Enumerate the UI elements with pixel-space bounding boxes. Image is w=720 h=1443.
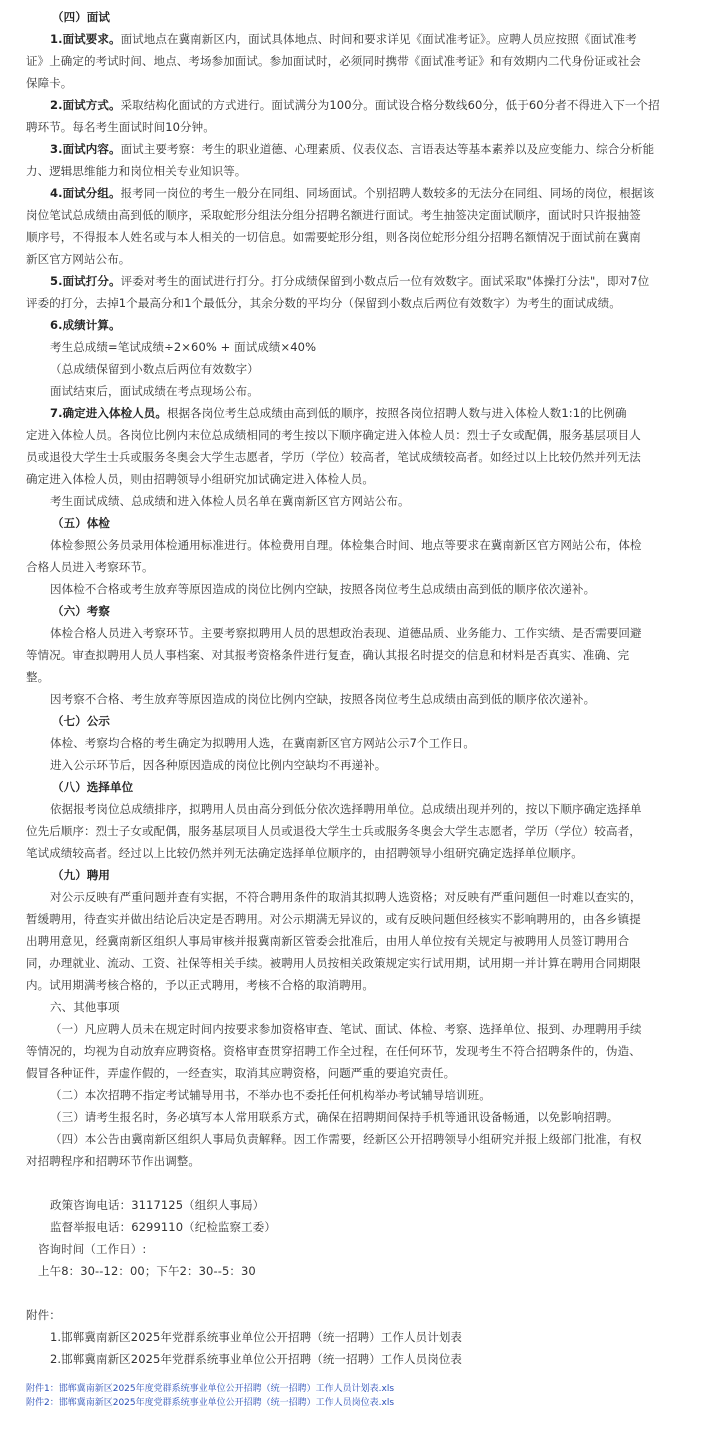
attachments-label: 附件： [26,1308,61,1322]
paragraph-publicity: 体检、考察均合格的考生确定为拟聘用人选，在冀南新区官方网站公示7个工作日。 进入公示环节后，因各种原因造成的岗位比例内空缺均不再递补。 [50,736,476,772]
label-physical-entry: 7.确定进入体检人员。 [50,406,167,420]
paragraph-interview-scoring: 5.面试打分。评委对考生的面试进行打分。打分成绩保留到小数点后一位有效数字。面试采取"体操打分法"，即对7位 评委的打分，去掉1个最高分和1个最低分，其余分数的平均分（保留到小数点后两位有效数字）为考生的面试成绩。 [26,274,650,310]
paragraph-score-calculation: 6.成绩计算。 考生总成绩=笔试成绩÷2×60% + 面试成绩×40% （总成绩保留到小数点后两位有效数字） 面试结束后，面试成绩在考点现场公布。 [26,314,690,402]
consult-hours-label: 咨询时间（工作日）: [38,1242,147,1256]
section-heading-hiring: （九）聘用 [52,868,110,882]
label-interview-scoring: 5.面试打分。 [50,274,121,288]
section-heading-inspection: （六）考察 [52,604,110,618]
attachment-links [26,1382,690,1410]
attachments-list [26,1304,690,1370]
paragraph-physical: 体检参照公务员录用体检通用标准进行。体检费用自理。体检集合时间、地点等要求在冀南新区官方网站公布，体检 合格人员进入考察环节。 因体检不合格或考生放弃等原因造成的岗位比例内空缺，按照各岗位考生总成绩由高到低的顺序依次递补。 [26,538,642,596]
report-hotline: 监督举报电话：6299110（纪检监察工委） [50,1220,276,1234]
paragraph-interview-method: 2.面试方式。采取结构化面试的方式进行。面试满分为100分。面试设合格分数线60分，低于60分者不得进入下一个招 聘环节。每名考生面试时间10分钟。 [26,98,660,134]
paragraph-other-3: （三）请考生报名时，务必填写本人常用联系方式，确保在招聘期间保持手机等通讯设备畅通，以免影响招聘。 [50,1110,619,1124]
label-interview-content: 3.面试内容。 [50,142,121,156]
paragraph-physical-entry: 7.确定进入体检人员。根据各岗位考生总成绩由高到低的顺序，按照各岗位招聘人数与进入体检人数1:1的比例确 定进入体检人员。各岗位比例内末位总成绩相同的考生按以下顺序确定进入体检人员：烈士子女或配偶，服务基层项目人 员或退役大学生士兵或服务冬奥会大学生志愿者，学历（学位）较高者，笔试成绩较高者。如经过以上比较仍然并列无法 确定进入体检人员，则由招聘领导小组研究加试确定进入体检人员。 考生面试成绩、总成绩和进入体检人员名单在冀南新区官方网站公布。 [26,406,641,508]
paragraph-other-2: （二）本次招聘不指定考试辅导用书，不举办也不委托任何机构举办考试辅导培训班。 [50,1088,491,1102]
score-formula: 考生总成绩=笔试成绩÷2×60% + 面试成绩×40% [50,340,317,354]
label-interview-requirements: 1.面试要求。 [50,32,121,46]
label-interview-method: 2.面试方式。 [50,98,121,112]
section-heading-publicity: （七）公示 [52,714,110,728]
paragraph-interview-requirements: 1.面试要求。面试地点在冀南新区内，面试具体地点、时间和要求详见《面试准考证》。应聘人员应按照《面试准考 证》上确定的考试时间、地点、考场参加面试。参加面试时，必须同时携带《面试准考证》和有效期内二代身份证或社会 保障卡。 [26,32,641,90]
attachment-link-plan[interactable]: 附件1：邯郸冀南新区2025年度党群系统事业单位公开招聘（统一招聘）工作人员计划表.xls [26,1384,395,1394]
label-interview-grouping: 4.面试分组。 [50,186,121,200]
policy-hotline: 政策咨询电话：3117125（组织人事局） [50,1198,265,1212]
score-formula-note: （总成绩保留到小数点后两位有效数字） [50,362,259,376]
paragraph-other-4: （四）本公告由冀南新区组织人事局负责解释。因工作需要，经新区公开招聘领导小组研究并报上级部门批准，有权 对招聘程序和招聘环节作出调整。 [26,1132,642,1168]
paragraph-other-1: （一）凡应聘人员未在规定时间内按要求参加资格审查、笔试、面试、体检、考察、选择单位、报到、办理聘用手续 等情况的，均视为自动放弃应聘资格。资格审查贯穿招聘工作全过程，在任何环节，发现考生不符合招聘条件的，伪造、 假冒各种证件，弄虚作假的，一经查实，取消其应聘资格，问题严重的要追究责任。 [26,1022,642,1080]
section-heading-other: 六、其他事项 [50,1000,120,1014]
section-heading-interview: （四）面试 [52,10,110,24]
paragraph-hiring: 对公示反映有严重问题并查有实据，不符合聘用条件的取消其拟聘人选资格；对反映有严重问题但一时难以查实的， 暂缓聘用，待查实并做出结论后决定是否聘用。对公示期满无异议的，或有反映问题但经核实不影响聘用的，由各乡镇提 出聘用意见，经冀南新区组织人事局审核并报冀南新区管委会批准后，由用人单位按有关规定与被聘用人员签订聘用合 同，办理就业、流动、工资、社保等相关手续。被聘用人员按相关政策规定实行试用期，试用期一并计算在聘用合同期限 内。试用期满考核合格的，予以正式聘用，考核不合格的取消聘用。 [26,890,642,992]
attachment-item-positions: 2.邯郸冀南新区2025年党群系统事业单位公开招聘（统一招聘）工作人员岗位表 [50,1352,463,1366]
paragraph-unit-selection: 依据报考岗位总成绩排序，拟聘用人员由高分到低分依次选择聘用单位。总成绩出现并列的，按以下顺序确定选择单 位先后顺序：烈士子女或配偶，服务基层项目人员或退役大学生士兵或服务冬奥会大学生志愿者，学历（学位）较高者， 笔试成绩较高者。经过以上比较仍然并列无法确定选择单位顺序的，由招聘领导小组研究确定选择单位顺序。 [26,802,642,860]
paragraph-interview-content: 3.面试内容。面试主要考察：考生的职业道德、心理素质、仪表仪态、言语表达等基本素养以及应变能力、综合分析能 力、逻辑思维能力和岗位相关专业知识等。 [26,142,655,178]
attachment-link-positions[interactable]: 附件2：邯郸冀南新区2025年度党群系统事业单位公开招聘（统一招聘）工作人员岗位表.xls [26,1398,395,1408]
section-heading-unit-selection: （八）选择单位 [52,780,134,794]
consult-hours: 上午8：30--12：00；下午2：30--5：30 [38,1264,256,1278]
attachment-item-plan: 1.邯郸冀南新区2025年党群系统事业单位公开招聘（统一招聘）工作人员计划表 [50,1330,463,1344]
label-score-calculation: 6.成绩计算。 [50,318,121,332]
contact-info [26,1194,690,1282]
paragraph-interview-grouping: 4.面试分组。报考同一岗位的考生一般分在同组、同场面试。个别招聘人数较多的无法分在同组、同场的岗位，根据该 岗位笔试总成绩由高到低的顺序，采取蛇形分组法分组分招聘名额进行面试。考生抽签决定面试顺序，面试时只许报抽签 顺序号，不得报本人姓名或与本人相关的一切信息。如需要蛇形分组，则各岗位蛇形分组分招聘名额情况于面试前在冀南 新区官方网站公布。 [26,186,655,266]
paragraph-inspection: 体检合格人员进入考察环节。主要考察拟聘用人员的思想政治表现、道德品质、业务能力、工作实绩、是否需要回避 等情况。审查拟聘用人员人事档案、对其报考资格条件进行复查，确认其报名时提交的信息和材料是否真实、准确、完 整。 因考察不合格、考生放弃等原因造成的岗位比例内空缺，按照各岗位考生总成绩由高到低的顺序依次递补。 [26,626,642,706]
section-heading-physical: （五）体检 [52,516,110,530]
